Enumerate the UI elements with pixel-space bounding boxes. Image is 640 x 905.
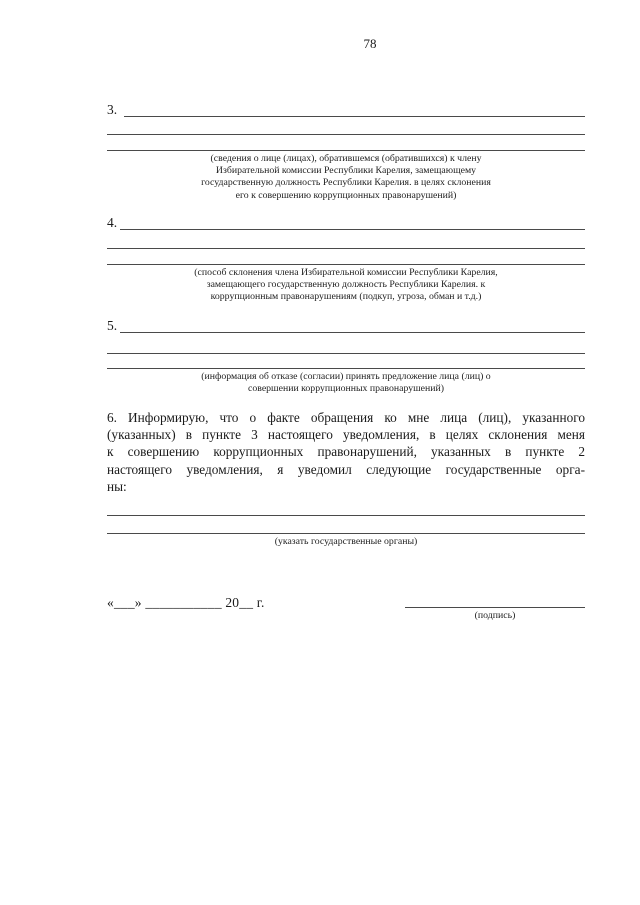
- item4-blank-line-2: [107, 233, 585, 249]
- item6-paragraph-line: 6. Информирую, что о факте обращения ко мне лица (лиц), указанного: [107, 410, 585, 425]
- item4-number: 4.: [107, 215, 118, 230]
- item3-caption-line: его к совершению коррупционных правонарушений): [235, 189, 457, 201]
- item5-blank-line-3: [107, 353, 585, 369]
- item6-paragraph: [107, 409, 585, 495]
- item3-caption: [107, 153, 585, 202]
- item6-blank-line-2: [107, 518, 585, 534]
- signature-caption: (подпись): [474, 610, 516, 621]
- item5-row: [107, 317, 585, 333]
- item3-blank-line-3: [107, 135, 585, 151]
- date-blank: «___» ___________ 20__ г.: [107, 595, 265, 610]
- item3-number: 3.: [107, 102, 118, 117]
- item5-blank-line-2: [107, 338, 585, 354]
- item5-caption-line: (информация об отказе (согласии) принять предложение лица (лиц) о: [201, 371, 491, 382]
- item5-number: 5.: [107, 318, 118, 333]
- item4-blank-line-1: [120, 214, 585, 230]
- item6-paragraph-line: настоящего уведомления, я уведомил следующие государственные орга-: [107, 461, 585, 477]
- item6-caption-line: (указать государственные органы): [274, 536, 418, 547]
- item6-caption: [107, 536, 585, 548]
- item4-caption-line: (способ склонения члена Избирательной комиссии Республики Карелия,: [194, 267, 498, 278]
- item3-caption-line: (сведения о лице (лицах), обратившемся (обратившихся) к члену: [210, 153, 482, 164]
- item6-paragraph-line: ны:: [107, 478, 127, 494]
- item6-paragraph-line: к совершению коррупционных правонарушений, указанных в пункте 2: [107, 444, 585, 460]
- item4-blank-line-3: [107, 249, 585, 265]
- item3-caption-line: государственную должность Республики Карелия. в целях склонения: [201, 177, 491, 189]
- item3-blank-line-2: [107, 119, 585, 135]
- item4-caption: [107, 267, 585, 304]
- item5-caption: [107, 371, 585, 395]
- item4-row: [107, 214, 585, 230]
- item3-row: [107, 101, 585, 117]
- item4-caption-line: замещающего государственную должность Республики Карелия. к: [206, 279, 486, 291]
- item6-blank-line-1: [107, 500, 585, 516]
- signature-blank-line: [405, 592, 585, 608]
- item5-blank-line-1: [120, 317, 585, 333]
- item3-blank-line-1: [124, 101, 585, 117]
- item4-caption-line: коррупционным правонарушениям (подкуп, угроза, обман и т.д.): [210, 291, 482, 303]
- item5-caption-line: совершении коррупционных правонарушений): [248, 383, 444, 395]
- item3-caption-line: Избирательной комиссии Республики Карелия, замещающему: [215, 165, 477, 177]
- page-number: 78: [363, 36, 377, 51]
- item6-paragraph-line: (указанных) в пункте 3 настоящего уведомления, в целях склонения меня: [107, 427, 585, 443]
